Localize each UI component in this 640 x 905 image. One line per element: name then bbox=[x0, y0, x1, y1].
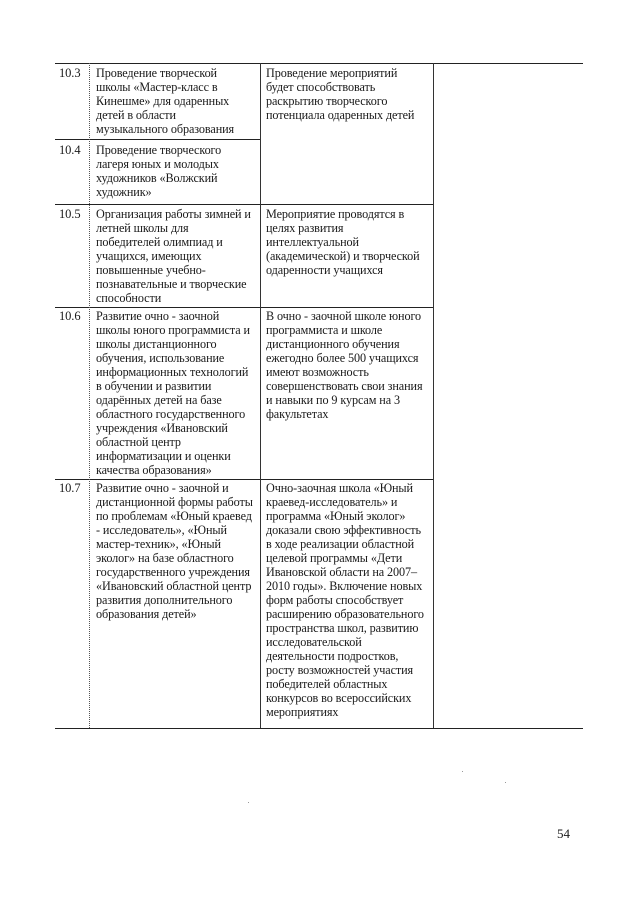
activity-line: художников «Волжский bbox=[96, 171, 218, 185]
activity-line: информатизации и оценки bbox=[96, 449, 231, 463]
activity-line: обучения, использование bbox=[96, 351, 225, 365]
result-line: факультетах bbox=[266, 407, 329, 421]
result-line: мероприятиях bbox=[266, 705, 339, 719]
activity-line: по проблемам «Юный краевед bbox=[96, 509, 252, 523]
activity-line: школы «Мастер-класс в bbox=[96, 80, 218, 94]
activity-line: - исследователь», «Юный bbox=[96, 523, 227, 537]
result-line: Ивановской области на 2007– bbox=[266, 565, 418, 579]
activity-line: художник» bbox=[96, 185, 152, 199]
activity-line: учащихся, имеющих bbox=[96, 249, 202, 263]
row-divider-10-7 bbox=[55, 479, 433, 480]
activity-line: «Ивановский областной центр bbox=[96, 579, 252, 593]
activity-line: областной центр bbox=[96, 435, 181, 449]
activity-line: Проведение творческой bbox=[96, 66, 217, 80]
column-divider-number bbox=[89, 63, 90, 728]
result-line: форм работы способствует bbox=[266, 593, 404, 607]
result-line: будет способствовать bbox=[266, 80, 376, 94]
row-number: 10.4 bbox=[59, 143, 81, 157]
scan-speck bbox=[505, 782, 506, 783]
activity-line: Развитие очно - заочной bbox=[96, 309, 220, 323]
result-line: раскрытию творческого bbox=[266, 94, 388, 108]
result-line: конкурсов во всероссийских bbox=[266, 691, 412, 705]
result-line: Мероприятие проводятся в bbox=[266, 207, 405, 221]
result-line: интеллектуальной bbox=[266, 235, 359, 249]
table-bottom-border bbox=[55, 728, 583, 729]
column-divider-activity bbox=[260, 63, 261, 728]
result-line: имеют возможность bbox=[266, 365, 369, 379]
table-top-border bbox=[55, 63, 583, 64]
result-line: исследовательской bbox=[266, 635, 362, 649]
result-line: совершенствовать свои знания bbox=[266, 379, 423, 393]
result-line: деятельности подростков, bbox=[266, 649, 399, 663]
row-divider-10-6 bbox=[55, 307, 433, 308]
result-line: краевед-исследователь» и bbox=[266, 495, 398, 509]
activity-line: Кинешме» для одаренных bbox=[96, 94, 230, 108]
result-line: победителей областных bbox=[266, 677, 388, 691]
column-divider-result bbox=[433, 63, 434, 728]
result-line: и навыки по 9 курсам на 3 bbox=[266, 393, 400, 407]
result-line: потенциала одаренных детей bbox=[266, 108, 415, 122]
result-line: программа «Юный эколог» bbox=[266, 509, 406, 523]
result-line: Проведение мероприятий bbox=[266, 66, 398, 80]
activity-line: Проведение творческого bbox=[96, 143, 222, 157]
result-line: одаренности учащихся bbox=[266, 263, 383, 277]
activity-line: способности bbox=[96, 291, 162, 305]
activity-line: повышенные учебно- bbox=[96, 263, 206, 277]
activity-line: информационных технологий bbox=[96, 365, 249, 379]
result-line: программиста и школе bbox=[266, 323, 383, 337]
row-number: 10.3 bbox=[59, 66, 81, 80]
activity-line: детей в области bbox=[96, 108, 176, 122]
activity-line: летней школы для bbox=[96, 221, 189, 235]
page-number: 54 bbox=[557, 826, 570, 841]
activity-line: Организация работы зимней и bbox=[96, 207, 251, 221]
result-line: целевой программы «Дети bbox=[266, 551, 403, 565]
scan-speck bbox=[462, 771, 463, 772]
result-line: расширению образовательного bbox=[266, 607, 424, 621]
activity-line: Развитие очно - заочной и bbox=[96, 481, 229, 495]
result-line: доказали свою эффективность bbox=[266, 523, 421, 537]
result-line: 2010 годы». Включение новых bbox=[266, 579, 423, 593]
result-line: целях развития bbox=[266, 221, 344, 235]
activity-line: школы дистанционного bbox=[96, 337, 217, 351]
activity-line: учреждения «Ивановский bbox=[96, 421, 228, 435]
activity-line: государственного учреждения bbox=[96, 565, 250, 579]
result-line: дистанционного обучения bbox=[266, 337, 400, 351]
row-number: 10.5 bbox=[59, 207, 81, 221]
result-line: в ходе реализации областной bbox=[266, 537, 415, 551]
activity-line: музыкального образования bbox=[96, 122, 235, 136]
activity-line: областного государственного bbox=[96, 407, 246, 421]
activity-line: дистанционной формы работы bbox=[96, 495, 253, 509]
result-line: ежегодно более 500 учащихся bbox=[266, 351, 419, 365]
row-number: 10.7 bbox=[59, 481, 81, 495]
result-line: пространства школ, развитию bbox=[266, 621, 419, 635]
result-line: росту возможностей участия bbox=[266, 663, 414, 677]
row-number: 10.6 bbox=[59, 309, 81, 323]
activity-line: школы юного программиста и bbox=[96, 323, 250, 337]
activity-line: в обучении и развитии bbox=[96, 379, 212, 393]
activity-line: эколог» на базе областного bbox=[96, 551, 234, 565]
result-line: В очно - заочной школе юного bbox=[266, 309, 422, 323]
row-divider-10-4 bbox=[55, 139, 260, 140]
activity-line: качества образования» bbox=[96, 463, 212, 477]
scan-speck bbox=[248, 802, 249, 803]
activity-line: мастер-техник», «Юный bbox=[96, 537, 221, 551]
activity-line: победителей олимпиад и bbox=[96, 235, 223, 249]
activity-line: познавательные и творческие bbox=[96, 277, 247, 291]
activity-line: развития дополнительного bbox=[96, 593, 233, 607]
activity-line: одарённых детей на базе bbox=[96, 393, 222, 407]
activity-line: лагеря юных и молодых bbox=[96, 157, 219, 171]
activity-line: образования детей» bbox=[96, 607, 197, 621]
result-line: Очно-заочная школа «Юный bbox=[266, 481, 413, 495]
row-divider-10-5 bbox=[55, 204, 433, 205]
result-line: (академической) и творческой bbox=[266, 249, 420, 263]
